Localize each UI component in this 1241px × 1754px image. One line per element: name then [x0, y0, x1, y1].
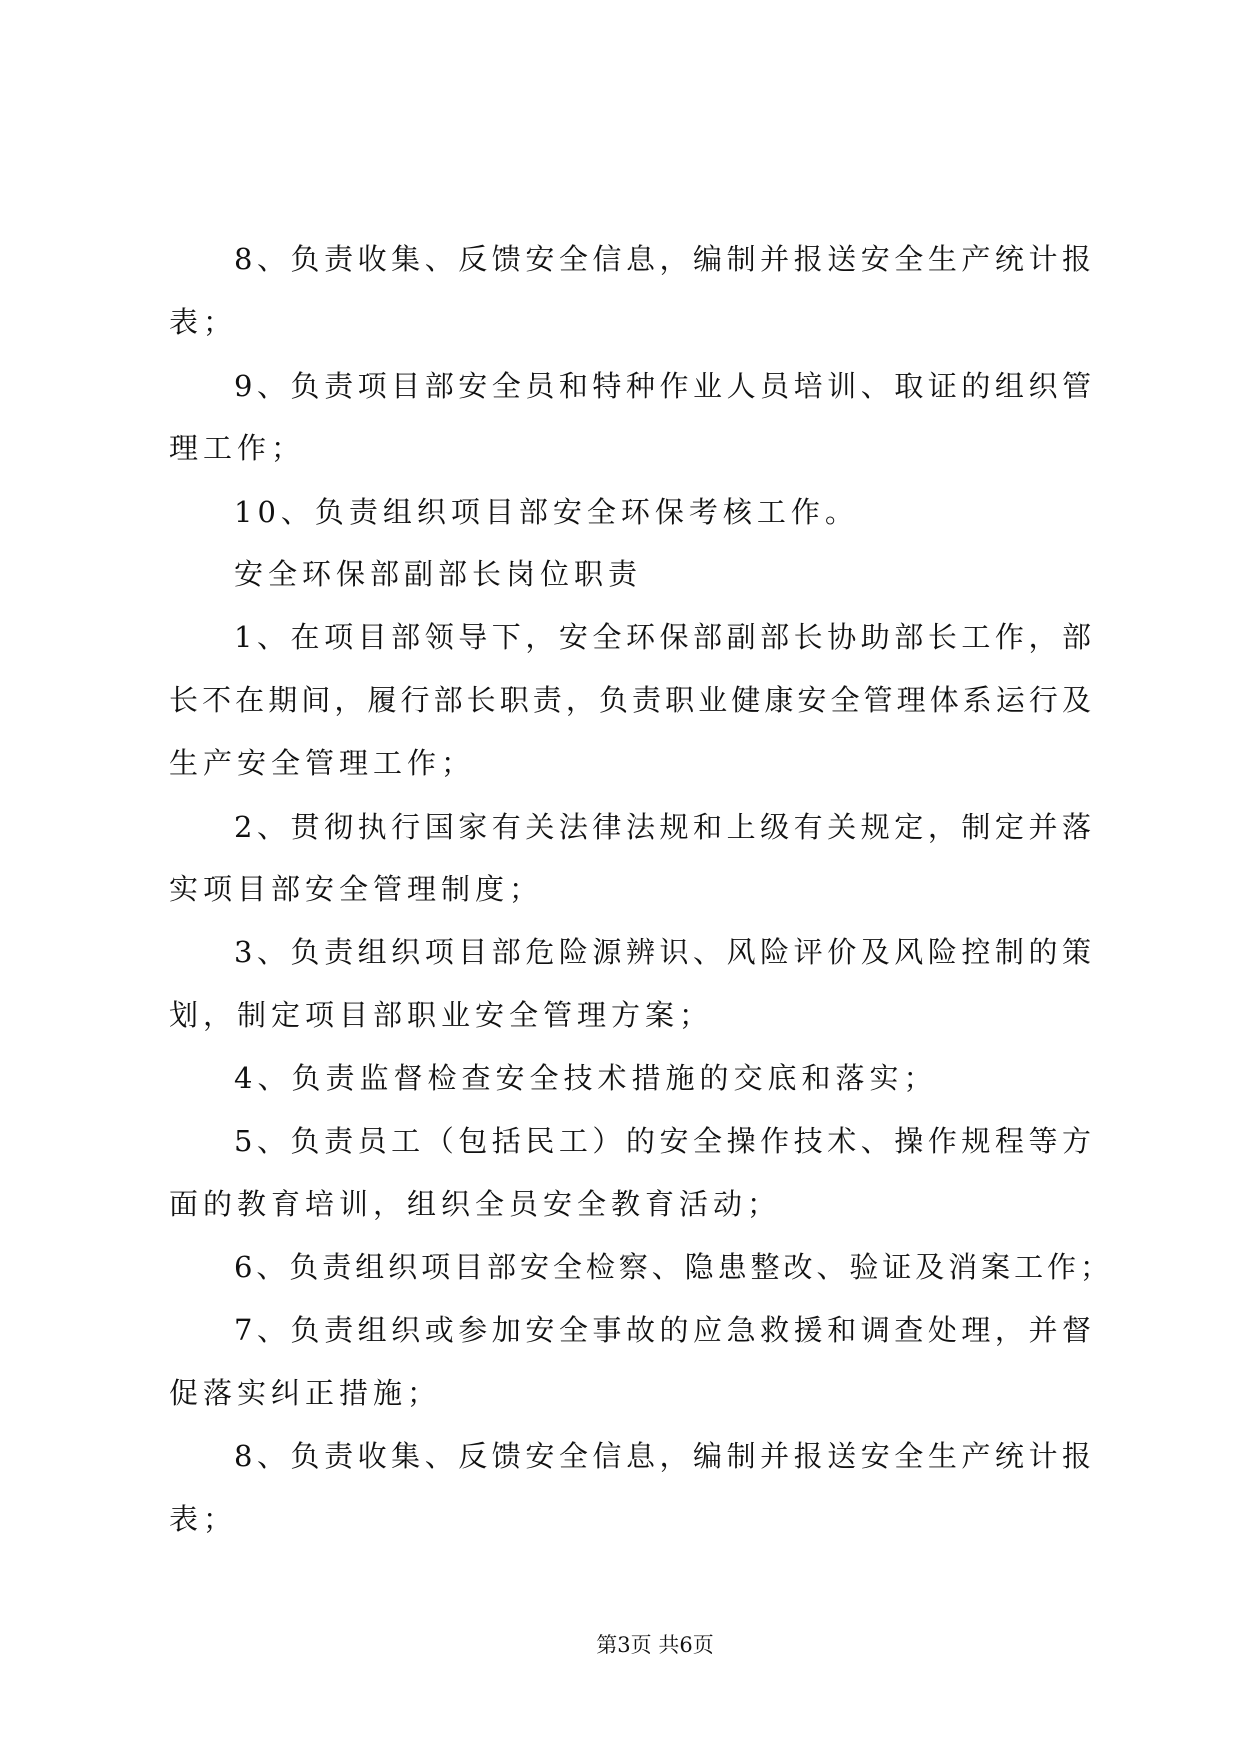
body-text-line: 6、负责组织项目部安全检察、隐患整改、验证及消案工作；: [234, 1250, 1109, 1284]
body-text-line: 8、负责收集、反馈安全信息，编制并报送安全生产统计报: [234, 242, 1091, 276]
body-text-line: 10、负责组织项目部安全环保考核工作。: [234, 495, 859, 529]
body-text-line: 2、贯彻执行国家有关法律法规和上级有关规定，制定并落: [234, 810, 1091, 844]
body-text-line: 5、负责员工（包括民工）的安全操作技术、操作规程等方: [234, 1124, 1091, 1158]
body-text-line: 表；: [169, 1502, 238, 1536]
body-text-line: 生产安全管理工作；: [169, 746, 476, 780]
body-text-line: 面的教育培训，组织全员安全教育活动；: [169, 1187, 782, 1221]
body-text-line: 长不在期间，履行部长职责，负责职业健康安全管理体系运行及: [169, 683, 1091, 717]
body-text-line: 4、负责监督检查安全技术措施的交底和落实；: [234, 1061, 938, 1095]
body-text-line: 1、在项目部领导下，安全环保部副部长协助部长工作，部: [234, 620, 1091, 654]
section-heading: 安全环保部副部长岗位职责: [234, 557, 643, 591]
body-text-line: 实项目部安全管理制度；: [169, 872, 544, 906]
body-text-line: 划，制定项目部职业安全管理方案；: [169, 998, 714, 1032]
body-text-line: 理工作；: [169, 431, 306, 465]
body-text-line: 3、负责组织项目部危险源辨识、风险评价及风险控制的策: [234, 935, 1091, 969]
body-text-line: 促落实纠正措施；: [169, 1376, 442, 1410]
page-number-footer: 第3页 共6页: [596, 1633, 714, 1657]
body-text-line: 7、负责组织或参加安全事故的应急救援和调查处理，并督: [234, 1313, 1091, 1347]
body-text-line: 8、负责收集、反馈安全信息，编制并报送安全生产统计报: [234, 1439, 1091, 1473]
body-text-line: 9、负责项目部安全员和特种作业人员培训、取证的组织管: [234, 369, 1091, 403]
body-text-line: 表；: [169, 305, 238, 339]
